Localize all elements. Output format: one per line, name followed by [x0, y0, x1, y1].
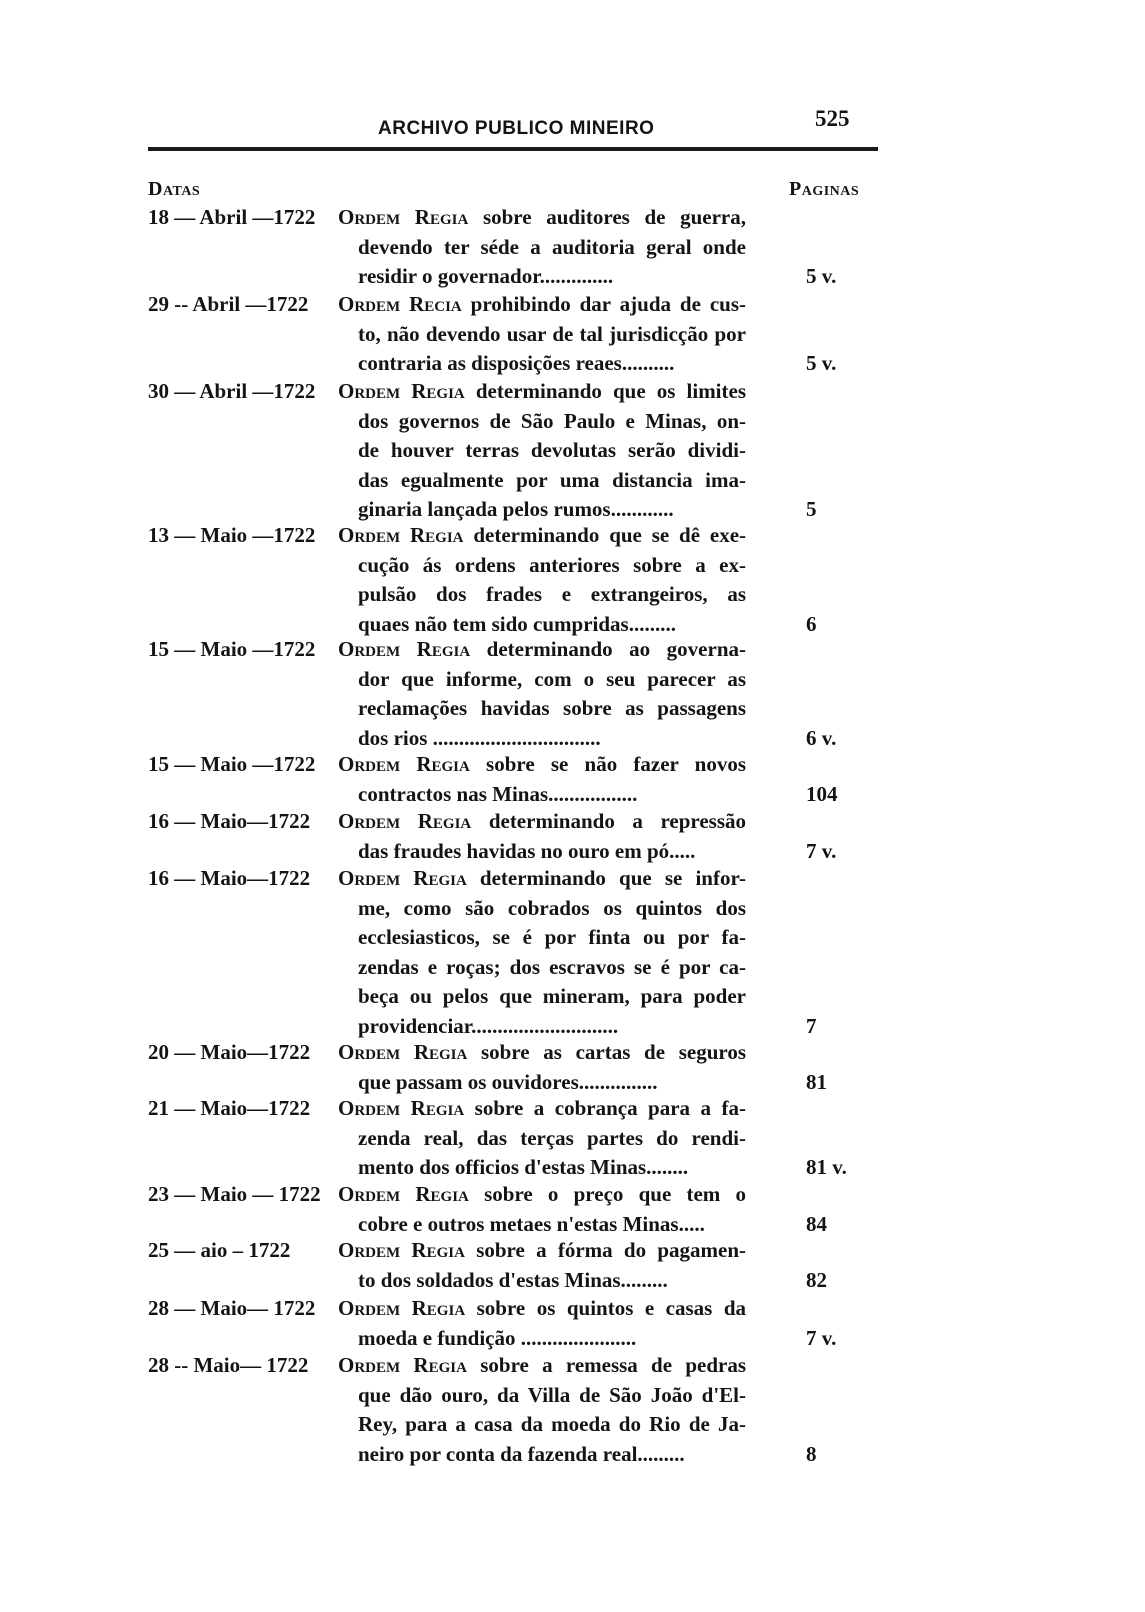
- entry-description-line: ginaria lançada pelos rumos............: [358, 497, 674, 521]
- entry-date: 15 — Maio —1722: [148, 637, 316, 661]
- entry-description-line: to, não devendo usar de tal jurisdicção por: [358, 321, 746, 346]
- entry-date: 21 — Maio—1722: [148, 1096, 311, 1120]
- entry-page: 6 v.: [806, 725, 837, 750]
- entry-page: 5 v.: [806, 351, 837, 375]
- entry-description-line: contraria as disposições reaes..........: [358, 351, 675, 375]
- entry-description-line: Ordem Regia sobre auditores de guerra,: [338, 205, 746, 229]
- entry-page: 84: [806, 1211, 827, 1236]
- entry-description-line: Ordem Regia determinando que os limites: [338, 379, 746, 403]
- entry-page: 81: [806, 1069, 827, 1094]
- entry-description-line: Ordem Regia sobre as cartas de seguros: [338, 1040, 746, 1064]
- entry-description-line: providenciar............................: [358, 1013, 619, 1038]
- entry-date: 28 -- Maio— 1722: [148, 1353, 309, 1377]
- entry-description-line: Ordem Regia sobre o preço que tem o: [338, 1182, 746, 1206]
- entry-description-line: cução ás ordens anteriores sobre a ex-: [358, 552, 746, 577]
- entry-page: 104: [806, 781, 838, 806]
- entry-description: [338, 1294, 746, 1353]
- entry-description-line: Ordem Regia sobre se não fazer novos: [338, 752, 746, 776]
- entry-description-line: Ordem Regia determinando a repressão: [338, 809, 746, 833]
- entry-description-line: Ordem Recia prohibindo dar ajuda de cus-: [338, 292, 746, 316]
- entry-date: 13 — Maio —1722: [148, 523, 316, 547]
- entry-description-line: Ordem Regia sobre a cobrança para a fa-: [338, 1096, 746, 1120]
- entry-description-line: dos governos de São Paulo e Minas, on-: [358, 408, 746, 433]
- entry-description: [338, 521, 746, 639]
- entry-description-line: Ordem Regia determinando ao governa-: [338, 637, 746, 661]
- entry-description-line: zendas e roças; dos escravos se é por ca-: [358, 954, 746, 979]
- entry-description-line: Ordem Regia determinando que se dê exe-: [338, 523, 746, 547]
- entry-description: [338, 750, 746, 809]
- entry-date: 25 — aio – 1722: [148, 1238, 291, 1262]
- entry-date: 28 — Maio— 1722: [148, 1296, 316, 1320]
- entry-date: 23 — Maio — 1722: [148, 1182, 321, 1206]
- entry-description-line: residir o governador..............: [358, 264, 614, 288]
- entry-description: [338, 1094, 746, 1183]
- column-heading-paginas: Paginas: [789, 178, 860, 200]
- entry-description-line: Ordem Regia determinando que se infor-: [338, 866, 746, 890]
- entry-description-line: contractos nas Minas.................: [358, 781, 638, 806]
- running-title: ARCHIVO PUBLICO MINEIRO: [378, 118, 655, 139]
- entry-page: 8: [806, 1441, 817, 1466]
- entry-description-line: pulsão dos frades e extrangeiros, as: [358, 582, 746, 606]
- entry-page: 7 v.: [806, 838, 837, 863]
- entry-page: 7 v.: [806, 1325, 837, 1350]
- entry-description-line: moeda e fundição ......................: [358, 1325, 637, 1350]
- entry-page: 6: [806, 611, 817, 636]
- entry-description-line: Rey, para a casa da moeda do Rio de Ja-: [358, 1412, 746, 1436]
- page-number: 525: [815, 106, 850, 131]
- entry-description-line: Ordem Regia sobre a remessa de pedras: [338, 1353, 746, 1377]
- entry-description-line: to dos soldados d'estas Minas.........: [358, 1267, 668, 1292]
- entry-date: 20 — Maio—1722: [148, 1040, 311, 1064]
- entry-description-line: me, como são cobrados os quintos dos: [358, 895, 746, 920]
- entry-description-line: de houver terras devolutas serão dividi-: [358, 438, 746, 462]
- entry-description: [338, 1038, 746, 1097]
- header-rule: [148, 147, 878, 151]
- entry-description-line: das egualmente por uma distancia ima-: [358, 467, 746, 492]
- entry-description: [338, 807, 746, 866]
- entry-description-line: zenda real, das terças partes do rendi-: [358, 1125, 746, 1150]
- entry-page: 81 v.: [806, 1155, 847, 1179]
- entry-description: [338, 1180, 746, 1239]
- entry-description: [338, 1236, 746, 1295]
- entry-description-line: beça ou pelos que mineram, para poder: [358, 984, 746, 1008]
- entry-date: 29 -- Abril —1722: [148, 292, 309, 316]
- entry-page: 7: [806, 1013, 817, 1038]
- entry-description-line: ecclesiasticos, se é por finta ou por fa-: [358, 925, 746, 949]
- entry-description-line: das fraudes havidas no ouro em pó.....: [358, 838, 696, 863]
- entry-page: 82: [806, 1267, 827, 1292]
- entry-description: [338, 203, 746, 292]
- entry-description: [338, 377, 746, 525]
- entry-date: 16 — Maio—1722: [148, 866, 311, 890]
- entry-date: 16 — Maio—1722: [148, 809, 311, 833]
- entry-description-line: que passam os ouvidores...............: [358, 1069, 658, 1094]
- entry-date: 15 — Maio —1722: [148, 752, 316, 776]
- entry-description-line: que dão ouro, da Villa de São João d'El-: [358, 1382, 746, 1407]
- entry-description-line: reclamações havidas sobre as passagens: [358, 696, 746, 720]
- entry-description: [338, 864, 746, 1041]
- entry-page: 5: [806, 497, 817, 521]
- entry-description: [338, 635, 746, 753]
- entry-description-line: mento dos officios d'estas Minas........: [358, 1155, 689, 1179]
- entry-date: 18 — Abril —1722: [148, 205, 316, 229]
- entry-description-line: dos rios ................................: [358, 725, 601, 750]
- column-heading-datas: Datas: [148, 178, 201, 200]
- entry-description-line: dor que informe, com o seu parecer as: [358, 666, 746, 691]
- entry-description-line: devendo ter séde a auditoria geral onde: [358, 234, 746, 259]
- entry-description-line: Ordem Regia sobre os quintos e casas da: [338, 1296, 746, 1320]
- entry-date: 30 — Abril —1722: [148, 379, 316, 403]
- entry-description-line: cobre e outros metaes n'estas Minas.....: [358, 1211, 705, 1236]
- entry-page: 5 v.: [806, 264, 837, 288]
- entry-description-line: neiro por conta da fazenda real.........: [358, 1441, 685, 1466]
- entry-description: [338, 290, 746, 379]
- page-header: [148, 106, 878, 142]
- entry-description-line: Ordem Regia sobre a fórma do pagamen-: [338, 1238, 746, 1262]
- entry-description: [338, 1351, 746, 1469]
- entry-description-line: quaes não tem sido cumpridas.........: [358, 611, 676, 636]
